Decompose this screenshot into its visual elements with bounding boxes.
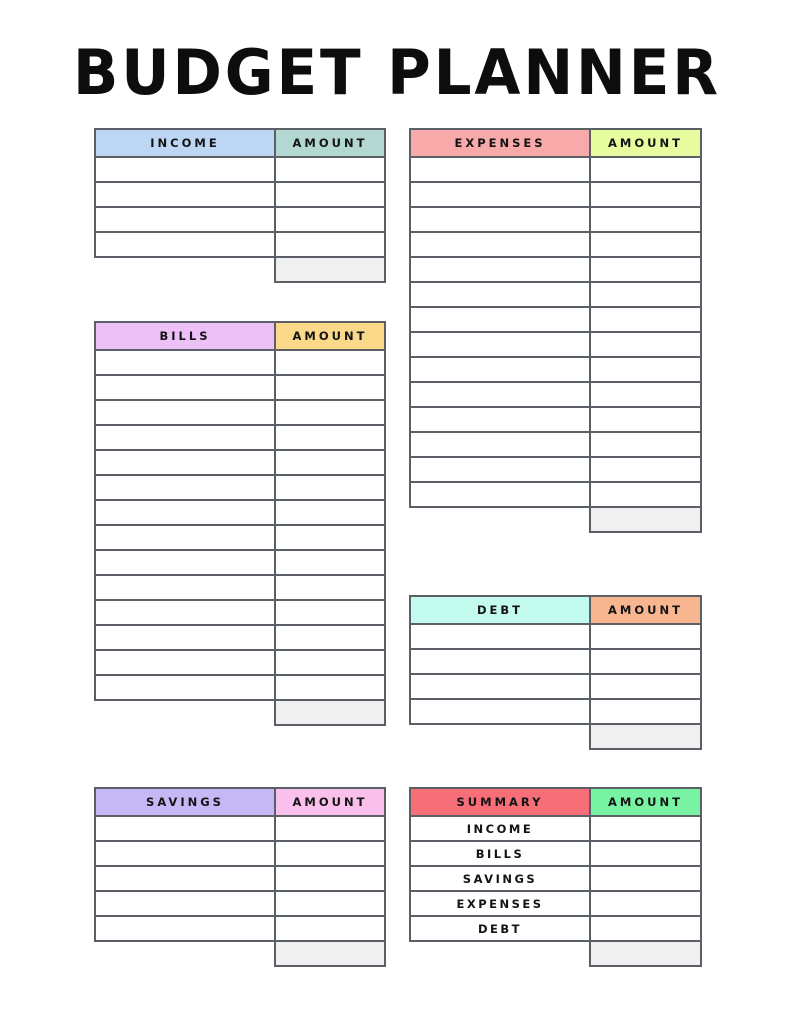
table-row — [410, 432, 701, 457]
table-row — [410, 182, 701, 207]
bills-amount-cell[interactable] — [275, 375, 385, 400]
bills-amount-cell[interactable] — [275, 600, 385, 625]
expenses-name-cell[interactable] — [410, 307, 590, 332]
table-row — [95, 425, 385, 450]
table-row — [95, 182, 385, 207]
table-row — [95, 575, 385, 600]
expenses-amount-cell[interactable] — [590, 282, 701, 307]
expenses-name-cell[interactable] — [410, 157, 590, 182]
summary-label-debt: DEBT — [410, 916, 590, 941]
income-name-cell[interactable] — [95, 182, 275, 207]
debt-header-row — [410, 596, 701, 624]
savings-name-cell[interactable] — [95, 841, 275, 866]
expenses-amount-cell[interactable] — [590, 382, 701, 407]
table-row — [410, 699, 701, 724]
bills-amount-cell[interactable] — [275, 575, 385, 600]
expenses-header: EXPENSES — [410, 129, 590, 157]
table-row — [410, 674, 701, 699]
income-name-cell[interactable] — [95, 232, 275, 257]
savings-name-cell[interactable] — [95, 916, 275, 941]
table-row — [410, 649, 701, 674]
debt-name-cell[interactable] — [410, 624, 590, 649]
table-row — [95, 550, 385, 575]
savings-table — [94, 787, 386, 967]
bills-name-cell[interactable] — [95, 525, 275, 550]
table-row — [410, 282, 701, 307]
table-row — [410, 257, 701, 282]
bills-amount-cell[interactable] — [275, 500, 385, 525]
table-row — [95, 375, 385, 400]
bills-name-cell[interactable] — [95, 550, 275, 575]
table-row — [410, 207, 701, 232]
bills-amount-cell[interactable] — [275, 475, 385, 500]
table-row — [410, 357, 701, 382]
bills-name-cell[interactable] — [95, 425, 275, 450]
bills-header-row — [95, 322, 385, 350]
bills-amount-cell[interactable] — [275, 450, 385, 475]
summary-amount-cell[interactable] — [590, 891, 701, 916]
summary-row — [410, 891, 701, 916]
bills-name-cell[interactable] — [95, 600, 275, 625]
savings-amount-cell[interactable] — [275, 916, 385, 941]
table-row — [95, 916, 385, 941]
income-amount-cell[interactable] — [275, 207, 385, 232]
debt-header: DEBT — [410, 596, 590, 624]
table-row — [410, 332, 701, 357]
summary-label-bills: BILLS — [410, 841, 590, 866]
summary-amount-cell[interactable] — [590, 841, 701, 866]
savings-name-cell[interactable] — [95, 816, 275, 841]
summary-row — [410, 841, 701, 866]
debt-name-cell[interactable] — [410, 649, 590, 674]
expenses-name-cell[interactable] — [410, 207, 590, 232]
expenses-total-cell[interactable] — [590, 507, 701, 532]
income-total-cell[interactable] — [275, 257, 385, 282]
expenses-amount-cell[interactable] — [590, 182, 701, 207]
expenses-table — [409, 128, 702, 533]
table-row — [95, 475, 385, 500]
summary-label-income: INCOME — [410, 816, 590, 841]
table-row — [95, 625, 385, 650]
bills-name-cell[interactable] — [95, 400, 275, 425]
expenses-amount-cell[interactable] — [590, 357, 701, 382]
bills-table — [94, 321, 386, 726]
bills-name-cell[interactable] — [95, 350, 275, 375]
expenses-amount-cell[interactable] — [590, 432, 701, 457]
bills-name-cell[interactable] — [95, 675, 275, 700]
table-row — [410, 457, 701, 482]
income-amount-header: AMOUNT — [275, 129, 385, 157]
income-header-row — [95, 129, 385, 157]
summary-table — [409, 787, 702, 967]
expenses-name-cell[interactable] — [410, 232, 590, 257]
bills-header: BILLS — [95, 322, 275, 350]
expenses-name-cell[interactable] — [410, 182, 590, 207]
debt-name-cell[interactable] — [410, 699, 590, 724]
expenses-amount-cell[interactable] — [590, 157, 701, 182]
income-amount-cell[interactable] — [275, 157, 385, 182]
savings-amount-cell[interactable] — [275, 841, 385, 866]
table-row — [410, 407, 701, 432]
debt-name-cell[interactable] — [410, 674, 590, 699]
summary-total-cell[interactable] — [590, 941, 701, 966]
table-row — [95, 232, 385, 257]
debt-amount-cell[interactable] — [590, 674, 701, 699]
table-row — [95, 866, 385, 891]
table-row — [410, 157, 701, 182]
bills-amount-cell[interactable] — [275, 400, 385, 425]
bills-amount-cell[interactable] — [275, 650, 385, 675]
summary-row — [410, 866, 701, 891]
debt-total-row — [410, 724, 701, 749]
expenses-amount-cell[interactable] — [590, 407, 701, 432]
summary-total-row — [410, 941, 701, 966]
bills-amount-cell[interactable] — [275, 425, 385, 450]
expenses-amount-cell[interactable] — [590, 482, 701, 507]
income-amount-cell[interactable] — [275, 232, 385, 257]
table-row — [410, 307, 701, 332]
income-amount-cell[interactable] — [275, 182, 385, 207]
bills-amount-cell[interactable] — [275, 350, 385, 375]
summary-amount-cell[interactable] — [590, 816, 701, 841]
table-row — [95, 450, 385, 475]
bills-amount-cell[interactable] — [275, 625, 385, 650]
summary-label-savings: SAVINGS — [410, 866, 590, 891]
debt-table — [409, 595, 702, 750]
expenses-name-cell[interactable] — [410, 432, 590, 457]
bills-name-cell[interactable] — [95, 500, 275, 525]
table-row — [95, 841, 385, 866]
savings-total-cell[interactable] — [275, 941, 385, 966]
table-row — [95, 500, 385, 525]
debt-amount-header: AMOUNT — [590, 596, 701, 624]
bills-total-cell[interactable] — [275, 700, 385, 725]
table-row — [95, 400, 385, 425]
expenses-name-cell[interactable] — [410, 357, 590, 382]
summary-header-row — [410, 788, 701, 816]
expenses-amount-cell[interactable] — [590, 207, 701, 232]
summary-row — [410, 816, 701, 841]
savings-header-row — [95, 788, 385, 816]
expenses-header-row — [410, 129, 701, 157]
expenses-name-cell[interactable] — [410, 407, 590, 432]
table-row — [410, 482, 701, 507]
summary-amount-header: AMOUNT — [590, 788, 701, 816]
income-name-cell[interactable] — [95, 157, 275, 182]
savings-header: SAVINGS — [95, 788, 275, 816]
bills-name-cell[interactable] — [95, 575, 275, 600]
savings-name-cell[interactable] — [95, 866, 275, 891]
expenses-name-cell[interactable] — [410, 457, 590, 482]
page-title: BUDGET PLANNER — [73, 36, 721, 109]
expenses-amount-cell[interactable] — [590, 257, 701, 282]
table-row — [95, 350, 385, 375]
table-row — [95, 157, 385, 182]
table-row — [410, 232, 701, 257]
expenses-name-cell[interactable] — [410, 382, 590, 407]
summary-header: SUMMARY — [410, 788, 590, 816]
savings-amount-cell[interactable] — [275, 891, 385, 916]
debt-amount-cell[interactable] — [590, 649, 701, 674]
table-row — [410, 624, 701, 649]
savings-amount-cell[interactable] — [275, 866, 385, 891]
bills-amount-header: AMOUNT — [275, 322, 385, 350]
bills-amount-cell[interactable] — [275, 675, 385, 700]
bills-name-cell[interactable] — [95, 625, 275, 650]
table-row — [95, 650, 385, 675]
bills-name-cell[interactable] — [95, 375, 275, 400]
income-total-row — [95, 257, 385, 282]
expenses-amount-cell[interactable] — [590, 232, 701, 257]
bills-total-row — [95, 700, 385, 725]
income-name-cell[interactable] — [95, 207, 275, 232]
table-row — [95, 891, 385, 916]
table-row — [95, 600, 385, 625]
expenses-amount-cell[interactable] — [590, 457, 701, 482]
savings-total-row — [95, 941, 385, 966]
savings-amount-cell[interactable] — [275, 816, 385, 841]
bills-name-cell[interactable] — [95, 475, 275, 500]
summary-amount-cell[interactable] — [590, 916, 701, 941]
debt-amount-cell[interactable] — [590, 699, 701, 724]
summary-row — [410, 916, 701, 941]
summary-amount-cell[interactable] — [590, 866, 701, 891]
debt-total-cell[interactable] — [590, 724, 701, 749]
bills-name-cell[interactable] — [95, 650, 275, 675]
bills-amount-cell[interactable] — [275, 525, 385, 550]
debt-amount-cell[interactable] — [590, 624, 701, 649]
expenses-amount-cell[interactable] — [590, 307, 701, 332]
income-header: INCOME — [95, 129, 275, 157]
expenses-name-cell[interactable] — [410, 257, 590, 282]
expenses-amount-cell[interactable] — [590, 332, 701, 357]
table-row — [95, 675, 385, 700]
expenses-amount-header: AMOUNT — [590, 129, 701, 157]
table-row — [95, 207, 385, 232]
expenses-name-cell[interactable] — [410, 332, 590, 357]
savings-amount-header: AMOUNT — [275, 788, 385, 816]
table-row — [95, 525, 385, 550]
table-row — [95, 816, 385, 841]
bills-name-cell[interactable] — [95, 450, 275, 475]
savings-name-cell[interactable] — [95, 891, 275, 916]
income-table — [94, 128, 386, 283]
summary-label-expenses: EXPENSES — [410, 891, 590, 916]
table-row — [410, 382, 701, 407]
expenses-total-row — [410, 507, 701, 532]
expenses-name-cell[interactable] — [410, 482, 590, 507]
bills-amount-cell[interactable] — [275, 550, 385, 575]
expenses-name-cell[interactable] — [410, 282, 590, 307]
